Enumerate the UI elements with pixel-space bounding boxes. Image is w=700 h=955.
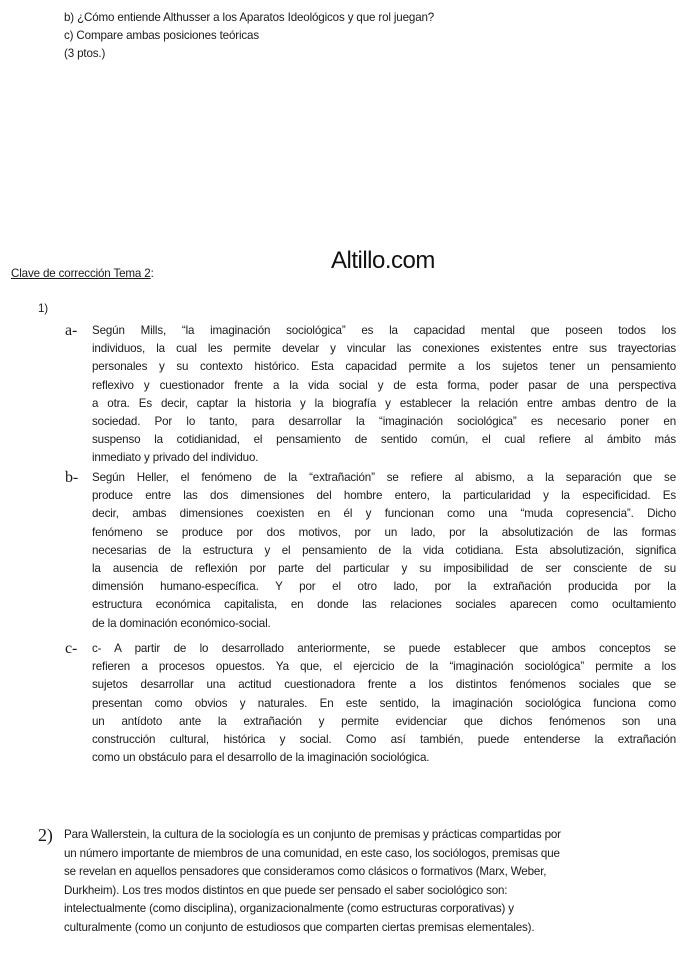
paragraph-line: individuos, la cual les permite develar y vincular las conexiones existentes entre sus trayectorias	[92, 342, 676, 356]
paragraph-line: refieren a procesos opuestos. Ya que, el ejercicio de la “imaginación sociológica” permite a los	[92, 660, 676, 674]
question-2-marker: 2)	[38, 825, 53, 845]
paragraph-line: necesarias de la estructura y el pensamiento de la vida cotidiana. Esta absolutización, significa	[92, 543, 676, 557]
answer-key-heading	[11, 267, 154, 280]
paragraph-line: produce entre las dos dimensiones del hombre entero, la particularidad y la especificidad. Es	[92, 489, 676, 503]
paragraph-line: se revelan en aquellos pensadores que consideramos como clásicos o formativos (Marx, Weber,	[64, 865, 547, 878]
paragraph-line: dimensión humano-específica. Y por el otro lado, por la extrañación producida por la	[92, 580, 676, 594]
paragraph-line: culturalmente (como un conjunto de estudiosos que comparten ciertas premisas elementales).	[64, 920, 535, 934]
question-2-paragraph	[64, 826, 684, 937]
paragraph-line: presentan como obvios y naturales. En este sentido, la imaginación sociológica funciona como	[92, 696, 676, 710]
item-c-paragraph	[92, 640, 676, 767]
paragraph-line: inmediato y privado del individuo.	[92, 451, 259, 465]
paragraph-line: intelectualmente (como disciplina), organizacionalmente (como estructuras corporativas) y	[64, 902, 514, 915]
watermark: Altillo.com	[331, 247, 435, 274]
paragraph-line: un antídoto ante la extrañación y permite evidenciar que dichos fenómenos son una	[92, 714, 676, 728]
paragraph-line: la ausencia de reflexión por parte del particular y su imposibilidad de ser consciente de su	[92, 561, 676, 575]
paragraph-line: como un obstáculo para el desarrollo de la imaginación sociológica.	[92, 751, 430, 765]
paragraph-line: de la dominación económico-social.	[92, 616, 271, 630]
paragraph-line: sujetos desarrollar una actitud cuestionadora frente a los distintos fenómenos sociales que se	[92, 678, 676, 692]
question-b: b) ¿Cómo entiende Althusser a los Aparatos Ideológicos y que rol juegan?	[64, 11, 435, 24]
paragraph-line: un número importante de miembros de una comunidad, en este caso, los sociólogos, premisas que	[64, 846, 560, 860]
paragraph-line: personales y su contexto histórico. Esta capacidad permite a los sujetos tener un pensamiento	[92, 360, 676, 374]
paragraph-line: decir, ambas dimensiones coexisten en él y funcionan como una “muda copresencia”. Dicho	[92, 507, 676, 521]
question-points: (3 ptos.)	[64, 47, 106, 60]
paragraph-line: Durkheim). Los tres modos distintos en que puede ser pensado el saber sociológico son:	[64, 883, 508, 897]
item-a-marker: a-	[65, 322, 78, 339]
heading-text: Clave de corrección Tema 2	[11, 267, 151, 280]
item-b-marker: b-	[65, 469, 79, 486]
paragraph-line: estructura económica capitalista, en donde las relaciones sociales aparecen como ocultamiento	[92, 598, 676, 612]
paragraph-line: Según Mills, “la imaginación sociológica” es la capacidad mental que poseen todos los	[92, 324, 676, 337]
paragraph-line: a otra. Es decir, captar la historia y la biografía y establecer la relación entre ambas dentro de la	[92, 396, 676, 410]
question-1-label: 1)	[38, 302, 49, 315]
item-a-paragraph	[92, 322, 676, 468]
paragraph-line: c- A partir de lo desarrollado anteriormente, se puede establecer que ambos conceptos se	[92, 642, 676, 655]
heading-colon: :	[150, 267, 154, 280]
paragraph-line: reflexivo y cuestionador frente a la vida social y de esta forma, poder pasar de una perspectiva	[92, 378, 676, 392]
item-b-paragraph	[92, 469, 676, 633]
paragraph-line: fenómeno se produce por dos motivos, por un lado, por la absolutización de las formas	[92, 525, 676, 539]
paragraph-line: construcción cultural, histórica y social. Como así también, puede entenderse la extrañación	[92, 732, 676, 746]
paragraph-line: Según Heller, el fenómeno de la “extrañación” se refiere al abismo, a la separación que se	[92, 471, 676, 484]
paragraph-line: sociedad. Por lo tanto, para desarrollar la “imaginación sociológica” es necesario poner en	[92, 414, 676, 428]
question-c: c) Compare ambas posiciones teóricas	[64, 29, 259, 42]
paragraph-line: Para Wallerstein, la cultura de la sociología es un conjunto de premisas y prácticas compartidas por	[64, 828, 561, 841]
item-c-marker: c-	[65, 640, 78, 657]
paragraph-line: suspenso la cotidianidad, el pensamiento de sentido común, el cual refiere al ámbito más	[92, 433, 676, 447]
